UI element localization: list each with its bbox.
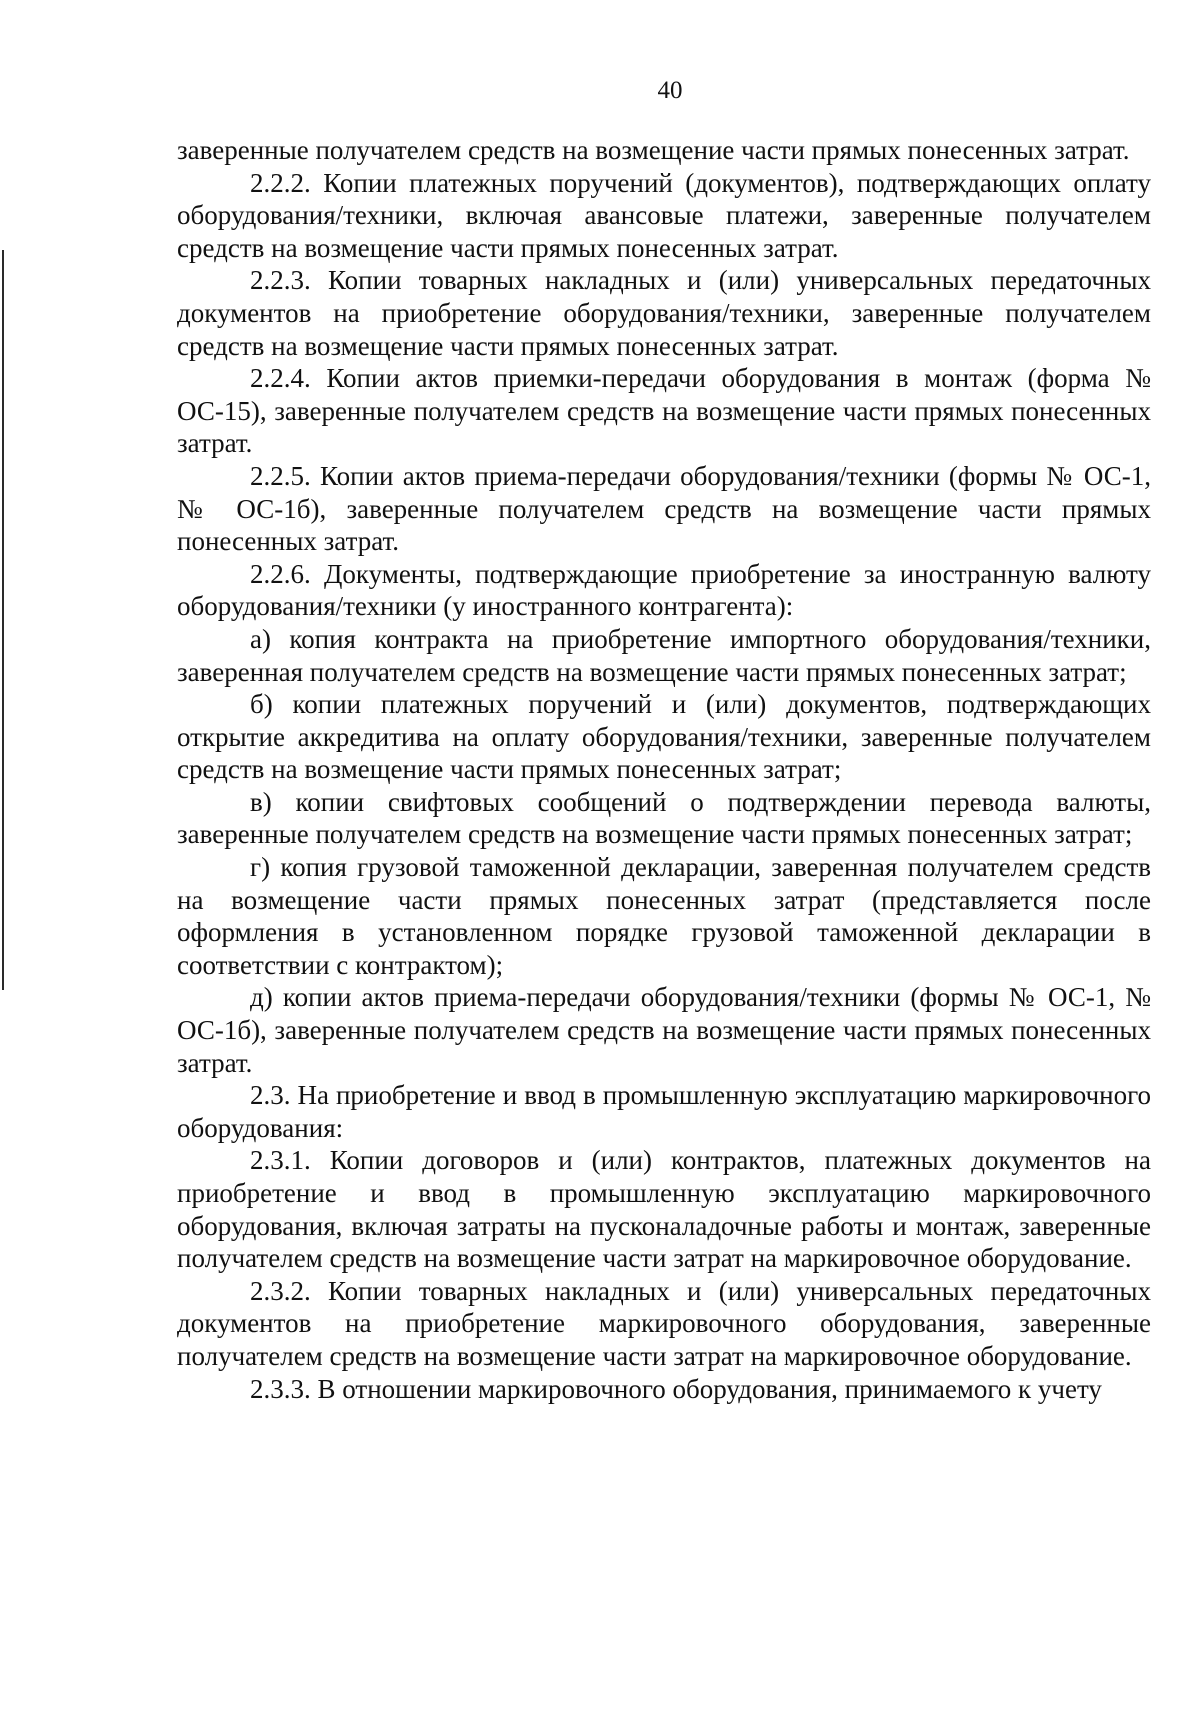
paragraph-2-3-2: 2.3.2. Копии товарных накладных и (или) универсальных передаточных документов на приобретение маркировочного оборудования, заверенные получателем средств на возмещение части затрат на маркировочное оборудование. [177,1275,1151,1371]
paragraph-2-3: 2.3. На приобретение и ввод в промышленную эксплуатацию маркировочного оборудования: [177,1080,1151,1143]
paragraph-2-2-3: 2.2.3. Копии товарных накладных и (или) универсальных передаточных документов на приобретение оборудования/техники, заверенные получателем средств на возмещение части прямых понесенных затрат. [177,265,1151,361]
paragraph-item-a: а) копия контракта на приобретение импортного оборудования/техники, заверенная получателем средств на возмещение части прямых понесенных затрат; [177,623,1151,687]
paragraph-2-3-1: 2.3.1. Копии договоров и (или) контрактов, платежных документов на приобретение и ввод в промышленную эксплуатацию маркировочного оборудования, включая затраты на пусконаладочные работы и монтаж, заверенные получателем средств на возмещение части затрат на маркировочное оборудование. [177,1145,1151,1274]
paragraph-continuation: заверенные получателем средств на возмещение части прямых понесенных затрат. [177,135,1130,165]
paragraph-item-g: г) копия грузовой таможенной декларации, заверенная получателем средств на возмещение части прямых понесенных затрат (представляется после оформления в установленном порядке грузовой таможенной декларации в соответствии с контрактом); [177,852,1151,980]
scan-edge-line [2,250,4,990]
paragraph-item-v: в) копии свифтовых сообщений о подтверждении перевода валюты, заверенные получателем средств на возмещение части прямых понесенных затрат; [177,786,1151,850]
paragraph-item-b: б) копии платежных поручений и (или) документов, подтверждающих открытие аккредитива на оплату оборудования/техники, заверенные получателем средств на возмещение части прямых понесенных затрат; [177,689,1151,785]
paragraph-item-d: д) копии актов приема-передачи оборудования/техники (формы № ОС-1, № ОС-1б), заверенные получателем средств на возмещение части прямых понесенных затрат. [177,982,1151,1078]
page-number: 40 [657,77,683,104]
paragraph-2-2-5: 2.2.5. Копии актов приема-передачи оборудования/техники (формы № ОС-1, № ОС-1б), заверенные получателем средств на возмещение части прямых понесенных затрат. [177,460,1151,557]
document-body [177,134,1151,1405]
paragraph-2-2-6: 2.2.6. Документы, подтверждающие приобретение за иностранную валюту оборудования/техники (у иностранного контрагента): [177,558,1151,622]
paragraph-2-2-2: 2.2.2. Копии платежных поручений (документов), подтверждающих оплату оборудования/техники, включая авансовые платежи, заверенные получателем средств на возмещение части прямых понесенных затрат. [177,167,1151,263]
paragraph-2-2-4: 2.2.4. Копии актов приемки-передачи оборудования в монтаж (форма № ОС-15), заверенные получателем средств на возмещение части прямых понесенных затрат. [177,363,1151,459]
paragraph-2-3-3: 2.3.3. В отношении маркировочного оборудования, принимаемого к учету [250,1373,1102,1404]
